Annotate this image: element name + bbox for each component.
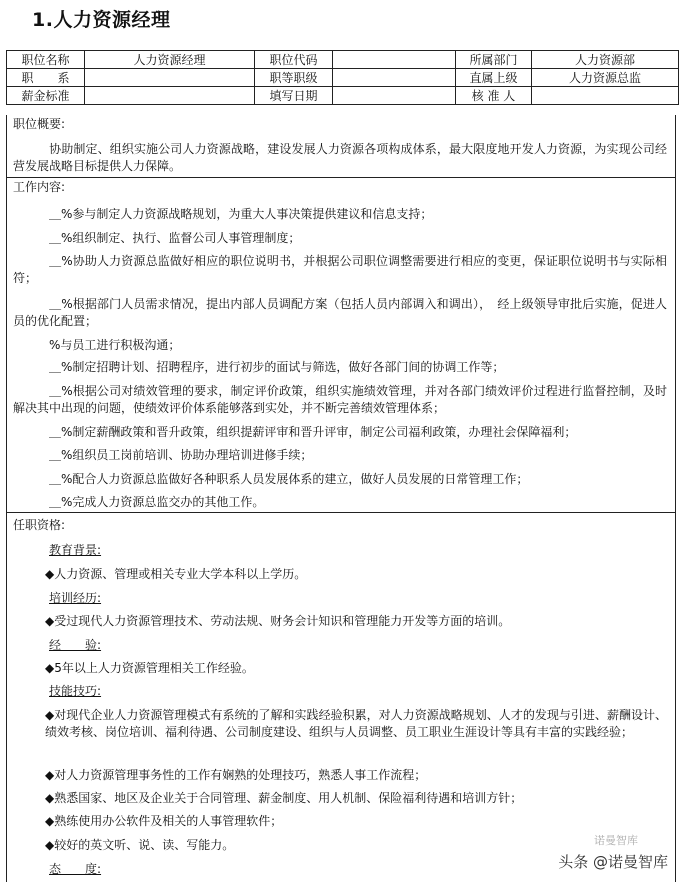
cell-value: 人力资源总监: [532, 69, 679, 87]
skill-item: ◆对人力资源管理事务性的工作有娴熟的处理技巧，熟悉人事工作流程；: [45, 768, 427, 782]
work-section: [6, 178, 676, 513]
skill-item: ◆对现代企业人力资源管理模式有系统的了解和实践经验积累，对人力资源战略规划、人才的发现与引进、薪酬设计、绩效考核、岗位培训、福利待遇、公司制度建设、组织与人员调整、员工职业生涯设计等具有丰富的实践经验；: [45, 708, 667, 739]
work-item: ＿%协助人力资源总监做好相应的职位说明书，并根据公司职位调整需要进行相应的变更，保证职位说明书与实际相符；: [13, 254, 667, 285]
header-row: [7, 87, 679, 105]
cell-value: 人力资源部: [532, 51, 679, 69]
work-label: 工作内容:: [13, 180, 66, 194]
overview-section: [6, 115, 676, 178]
training-text: ◆受过现代人力资源管理技术、劳动法规、财务会计知识和管理能力开发等方面的培训。: [45, 614, 511, 628]
skill-item: ◆较好的英文听、说、读、写能力。: [45, 838, 235, 852]
work-item: ＿%制定薪酬政策和晋升政策，组织提薪评审和晋升评审，制定公司福利政策，办理社会保障福利；: [49, 425, 577, 439]
qualification-label: 任职资格:: [13, 518, 66, 532]
cell-label: 职位代码: [255, 51, 333, 69]
document-title: 1.人力资源经理: [32, 9, 171, 31]
watermark-faint: 诺曼智库: [594, 834, 638, 847]
work-item: ＿%参与制定人力资源战略规划，为重大人事决策提供建议和信息支持；: [49, 207, 433, 221]
cell-value: 人力资源经理: [85, 51, 255, 69]
education-label: 教育背景:: [49, 543, 102, 557]
cell-value: [85, 87, 255, 105]
education-text: ◆人力资源、管理或相关专业大学本科以上学历。: [45, 567, 307, 581]
cell-label: 职位名称: [7, 51, 85, 69]
work-item: ＿%制定招聘计划、招聘程序，进行初步的面试与筛选，做好各部门间的协调工作等；: [49, 360, 505, 374]
watermark-text: 头条 @诺曼智库: [558, 853, 668, 871]
cell-value: [532, 87, 679, 105]
experience-label: 经 验:: [49, 638, 102, 652]
work-item: ＿%根据部门人员需求情况，提出内部人员调配方案（包括人员内部调入和调出）， 经上级领导审批后实施，促进人员的优化配置；: [13, 297, 667, 328]
work-item: ＿%完成人力资源总监交办的其他工作。: [49, 495, 265, 509]
watermark: [558, 851, 668, 872]
work-item: ＿%组织员工岗前培训、协助办理培训进修手续；: [49, 448, 313, 462]
skills-label: 技能技巧:: [49, 684, 102, 698]
cell-label: 直属上级: [456, 69, 532, 87]
training-label: 培训经历:: [49, 591, 102, 605]
qualification-section: [6, 513, 676, 882]
header-row: [7, 51, 679, 69]
skill-item: ◆熟悉国家、地区及企业关于合同管理、薪金制度、用人机制、保险福利待遇和培训方针；: [45, 791, 523, 805]
cell-value: [333, 87, 456, 105]
cell-label: 核 准 人: [456, 87, 532, 105]
experience-text: ◆5年以上人力资源管理相关工作经验。: [45, 661, 254, 675]
attitude-label: 态 度:: [49, 862, 102, 876]
work-item: ＿%组织制定、执行、监督公司人事管理制度；: [49, 231, 301, 245]
cell-value: [85, 69, 255, 87]
cell-value: [333, 51, 456, 69]
work-item: %与员工进行积极沟通；: [49, 338, 181, 352]
header-table: [6, 50, 679, 105]
cell-label: 填写日期: [255, 87, 333, 105]
cell-label: 所属部门: [456, 51, 532, 69]
header-row: [7, 69, 679, 87]
cell-label: 薪金标准: [7, 87, 85, 105]
cell-value: [333, 69, 456, 87]
overview-text: 协助制定、组织实施公司人力资源战略，建设发展人力资源各项构成体系，最大限度地开发人力资源，为实现公司经营发展战略目标提供人力保障。: [13, 142, 667, 173]
cell-label: 职 系: [7, 69, 85, 87]
work-item: ＿%配合人力资源总监做好各种职系人员发展体系的建立，做好人员发展的日常管理工作；: [49, 472, 529, 486]
work-item: ＿%根据公司对绩效管理的要求，制定评价政策，组织实施绩效管理，并对各部门绩效评价过程进行监督控制，及时解决其中出现的问题，使绩效评价体系能够落到实处，并不断完善绩效管理体系；: [13, 384, 667, 415]
cell-label: 职等职级: [255, 69, 333, 87]
skill-item: ◆熟练使用办公软件及相关的人事管理软件；: [45, 814, 283, 828]
overview-label: 职位概要:: [13, 117, 66, 131]
